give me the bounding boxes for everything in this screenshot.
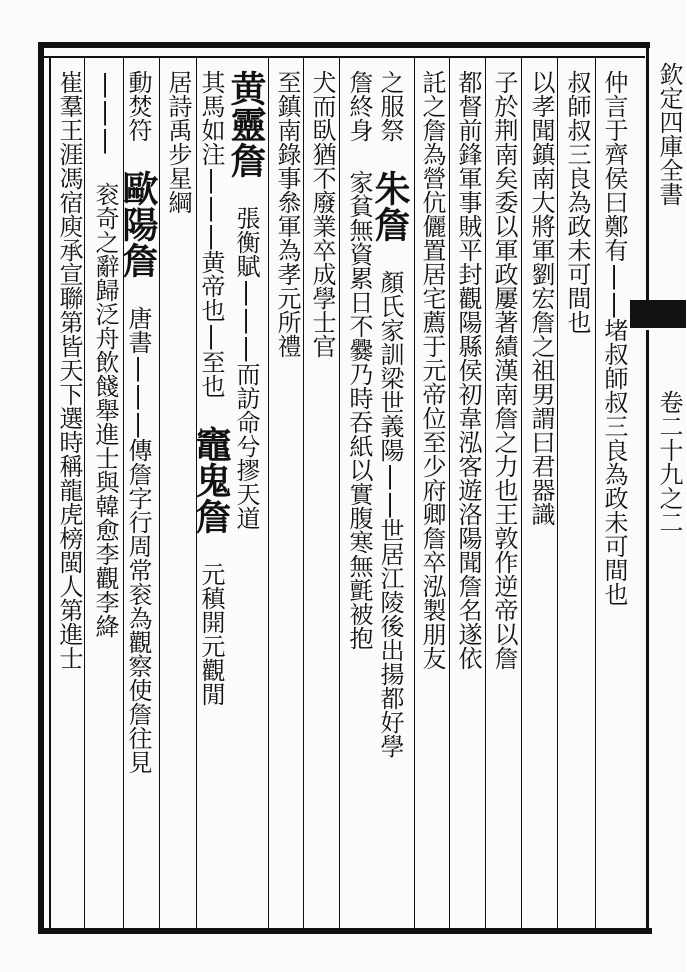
text-column: [190, 70, 232, 925]
entry-heading: 竈鬼詹: [190, 426, 232, 534]
entry-heading: 黄靈詹: [225, 70, 267, 178]
column-text: 其馬如注|||黄帝也|至也: [197, 70, 225, 398]
column-divider: [521, 56, 522, 928]
column-text: 都督前鋒軍事賊平封觀陽縣侯初韋泓客遊洛陽聞詹名遂依: [454, 70, 482, 670]
column-text: 叔師叔三良為政未可間也: [563, 70, 591, 334]
column-text: 張衡賦|||而訪命兮摎天道: [232, 206, 260, 530]
top-border: [38, 42, 650, 48]
fishtail-tab: [630, 300, 686, 328]
column-divider: [268, 56, 269, 928]
right-border: [646, 42, 649, 302]
bottom-border: [40, 928, 652, 934]
column-text: 以孝聞鎮南大將軍劉宏詹之祖男謂曰君器識: [527, 70, 555, 526]
text-column: [456, 70, 483, 925]
column-divider: [595, 56, 596, 928]
column-text: 衮奇之辭歸泛舟飲餞舉進士與韓愈李觀李絳: [91, 182, 119, 638]
column-divider: [557, 56, 558, 928]
top-inner-border: [40, 56, 645, 58]
text-column: [565, 70, 592, 925]
column-divider: [159, 56, 160, 928]
volume-label: 卷二十九之二: [655, 390, 683, 534]
entry-heading: 歐陽詹: [117, 170, 159, 278]
text-column: [602, 70, 629, 925]
column-text: 家貧無資累日不爨乃時吞紙以實腹寒無氈被抱: [345, 170, 373, 650]
column-text: 詹終身: [345, 70, 373, 142]
column-text: 子於荆南矣委以軍政屢著績漢南詹之力也王敦作逆帝以詹: [490, 70, 518, 670]
column-text: |||: [91, 70, 119, 154]
text-column: [529, 70, 556, 925]
text-column: [166, 70, 193, 925]
text-column: [492, 70, 519, 925]
text-column: [310, 70, 337, 925]
column-text: 元稹開元觀閒: [197, 562, 225, 706]
text-column: [225, 70, 267, 925]
left-border: [38, 42, 44, 934]
column-text: 託之詹為營伉儷置居宅薦于元帝位至少府卿詹卒泓製朋友: [418, 70, 446, 670]
column-divider: [84, 56, 85, 928]
column-text: 之服祭: [376, 70, 404, 142]
left-inner-border: [49, 56, 51, 928]
column-text: 居詩禹步星綱: [164, 70, 192, 214]
column-text: 至鎮南錄事叅軍為孝元所禮: [273, 70, 301, 358]
column-divider: [485, 56, 486, 928]
column-text: 犬而臥猶不廢業卒成學士官: [308, 70, 336, 358]
book-title: 欽定四庫全書: [655, 62, 683, 206]
entry-heading: 朱詹: [369, 170, 411, 242]
right-border-lower: [646, 330, 649, 934]
column-divider: [449, 56, 450, 928]
column-divider: [339, 56, 340, 928]
text-column: [369, 70, 411, 925]
column-text: 顏氏家訓梁世義陽||世居江陵後出揚都好學: [376, 270, 404, 758]
text-column: [93, 70, 120, 925]
column-text: 唐書|||傳詹字行周常衮為觀察使詹往見: [124, 306, 152, 774]
column-text: 崔羣王涯馮宿庾承宣聯第皆天下選時稱龍虎榜閩人第進士: [55, 70, 83, 670]
column-divider: [414, 56, 415, 928]
text-column: [57, 70, 84, 925]
column-divider: [303, 56, 304, 928]
column-text: 動焚符: [124, 70, 152, 142]
text-column: [420, 70, 447, 925]
column-text: 仲言于齊侯曰鄭有||堵叔師叔三良為政未可間也: [600, 70, 628, 606]
text-column: [275, 70, 302, 925]
text-column: [117, 70, 159, 925]
text-column: [347, 70, 374, 925]
